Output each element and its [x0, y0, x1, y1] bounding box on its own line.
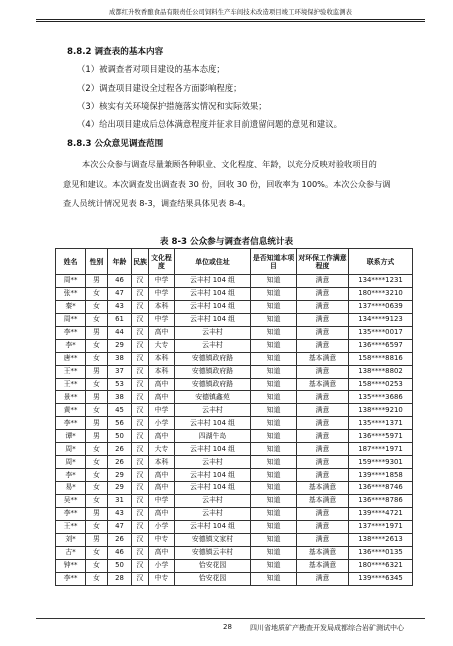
cell-age: 28: [108, 572, 132, 585]
cell-address: 云丰村 104 组: [175, 482, 251, 495]
cell-aware: 知道: [251, 443, 297, 456]
cell-ethnicity: 汉: [132, 300, 149, 313]
cell-contact: 136****6597: [349, 339, 413, 352]
cell-aware: 知道: [251, 417, 297, 430]
cell-aware: 知道: [251, 339, 297, 352]
table-row: [56, 469, 413, 482]
cell-satisfaction: 基本满意: [297, 378, 349, 391]
cell-contact: 135****0017: [349, 326, 413, 339]
table-row: [56, 391, 413, 404]
cell-address: 云丰村 104 组: [175, 300, 251, 313]
cell-satisfaction: 满意: [297, 417, 349, 430]
cell-ethnicity: 汉: [132, 378, 149, 391]
cell-gender: 女: [86, 300, 108, 313]
header-ethnicity: 民族: [132, 249, 149, 275]
cell-aware: 知道: [251, 365, 297, 378]
cell-satisfaction: 基本满意: [297, 352, 349, 365]
cell-ethnicity: 汉: [132, 533, 149, 546]
section-882-item: （4）给出项目建成后总体满意程度并征求目前遗留问题的意见和建议。: [77, 119, 342, 129]
cell-ethnicity: 汉: [132, 456, 149, 469]
cell-address: 云丰村: [175, 326, 251, 339]
header-aware: 是否知道本项目: [251, 249, 297, 275]
cell-aware: 知道: [251, 572, 297, 585]
cell-ethnicity: 汉: [132, 546, 149, 559]
cell-contact: 137****1971: [349, 520, 413, 533]
header-address: 单位或住址: [175, 249, 251, 275]
table-row: [56, 533, 413, 546]
cell-aware: 知道: [251, 430, 297, 443]
cell-aware: 知道: [251, 313, 297, 326]
cell-age: 29: [108, 469, 132, 482]
cell-satisfaction: 基本满意: [297, 494, 349, 507]
cell-education: 高中: [149, 507, 175, 520]
cell-satisfaction: 满意: [297, 469, 349, 482]
cell-gender: 女: [86, 494, 108, 507]
section-882-item: （2）调查项目建设全过程各方面影响程度；: [77, 83, 242, 93]
table-row: [56, 494, 413, 507]
cell-education: 大专: [149, 443, 175, 456]
cell-ethnicity: 汉: [132, 391, 149, 404]
cell-contact: 136****0135: [349, 546, 413, 559]
cell-age: 46: [108, 546, 132, 559]
table-row: [56, 559, 413, 572]
cell-aware: 知道: [251, 482, 297, 495]
table-row: [56, 352, 413, 365]
cell-gender: 女: [86, 313, 108, 326]
cell-age: 47: [108, 287, 132, 300]
table-row: [56, 417, 413, 430]
cell-aware: 知道: [251, 507, 297, 520]
cell-education: 高中: [149, 378, 175, 391]
cell-name: 黄**: [56, 404, 86, 417]
cell-gender: 女: [86, 559, 108, 572]
cell-education: 中学: [149, 494, 175, 507]
cell-age: 50: [108, 430, 132, 443]
cell-age: 50: [108, 559, 132, 572]
cell-gender: 男: [86, 391, 108, 404]
cell-satisfaction: 满意: [297, 365, 349, 378]
cell-address: 云丰村: [175, 339, 251, 352]
cell-address: 云丰村 104 组: [175, 417, 251, 430]
cell-contact: 180****6321: [349, 559, 413, 572]
table-row: [56, 456, 413, 469]
cell-education: 高中: [149, 326, 175, 339]
cell-age: 29: [108, 482, 132, 495]
cell-contact: 138****9210: [349, 404, 413, 417]
cell-ethnicity: 汉: [132, 404, 149, 417]
cell-ethnicity: 汉: [132, 443, 149, 456]
table-row: [56, 378, 413, 391]
cell-gender: 女: [86, 378, 108, 391]
cell-age: 44: [108, 326, 132, 339]
cell-satisfaction: 满意: [297, 572, 349, 585]
cell-address: 云丰村: [175, 456, 251, 469]
cell-ethnicity: 汉: [132, 430, 149, 443]
cell-age: 29: [108, 339, 132, 352]
cell-ethnicity: 汉: [132, 482, 149, 495]
cell-contact: 180****3210: [349, 287, 413, 300]
cell-satisfaction: 满意: [297, 300, 349, 313]
cell-ethnicity: 汉: [132, 469, 149, 482]
cell-satisfaction: 满意: [297, 507, 349, 520]
cell-gender: 女: [86, 456, 108, 469]
cell-address: 云丰村: [175, 404, 251, 417]
page-header-title: 成都红升牧香酿食品有限责任公司饲料生产车间技术改造项目竣工环境保护验收监测表: [108, 9, 353, 16]
cell-gender: 女: [86, 482, 108, 495]
cell-satisfaction: 基本满意: [297, 546, 349, 559]
cell-contact: 158****8816: [349, 352, 413, 365]
table-row: [56, 365, 413, 378]
section-882-heading: 8.8.2 调查表的基本内容: [67, 47, 164, 57]
table-row: [56, 443, 413, 456]
cell-name: 李**: [56, 326, 86, 339]
cell-contact: 138****2613: [349, 533, 413, 546]
cell-name: 唐**: [56, 352, 86, 365]
table-row: [56, 507, 413, 520]
section-882-item: （1）被调查者对项目建设的基本态度；: [77, 64, 225, 74]
cell-aware: 知道: [251, 456, 297, 469]
section-883-paragraph-line: 本次公众参与调查尽量兼顾各种职业、文化程度、年龄，以充分反映对验收项目的: [82, 159, 377, 169]
cell-name: 张**: [56, 287, 86, 300]
cell-name: 周**: [56, 275, 86, 288]
cell-education: 中专: [149, 572, 175, 585]
table-body: [56, 275, 413, 586]
cell-satisfaction: 满意: [297, 313, 349, 326]
cell-satisfaction: 满意: [297, 520, 349, 533]
cell-ethnicity: 汉: [132, 494, 149, 507]
cell-address: 恰安花园: [175, 559, 251, 572]
cell-satisfaction: 满意: [297, 326, 349, 339]
cell-name: 易*: [56, 482, 86, 495]
cell-gender: 女: [86, 287, 108, 300]
cell-contact: 139****1858: [349, 469, 413, 482]
header-gender: 性别: [86, 249, 108, 275]
table-row: [56, 482, 413, 495]
cell-ethnicity: 汉: [132, 313, 149, 326]
cell-satisfaction: 满意: [297, 339, 349, 352]
cell-satisfaction: 满意: [297, 533, 349, 546]
cell-education: 小学: [149, 417, 175, 430]
cell-gender: 男: [86, 326, 108, 339]
cell-address: 恰安花园: [175, 572, 251, 585]
footer-rule: [36, 618, 425, 619]
table-row: [56, 339, 413, 352]
cell-gender: 女: [86, 469, 108, 482]
cell-ethnicity: 汉: [132, 417, 149, 430]
cell-gender: 女: [86, 443, 108, 456]
section-882-item: （3）核实有关环境保护措施落实情况和实际效果；: [77, 101, 267, 111]
cell-aware: 知道: [251, 494, 297, 507]
table-row: [56, 287, 413, 300]
cell-satisfaction: 满意: [297, 275, 349, 288]
cell-name: 李*: [56, 469, 86, 482]
cell-satisfaction: 满意: [297, 456, 349, 469]
cell-name: 李**: [56, 507, 86, 520]
cell-satisfaction: 基本满意: [297, 482, 349, 495]
cell-age: 38: [108, 352, 132, 365]
cell-age: 43: [108, 300, 132, 313]
cell-contact: 158****0253: [349, 378, 413, 391]
cell-aware: 知道: [251, 300, 297, 313]
cell-address: 安德镇文家村: [175, 533, 251, 546]
cell-education: 大专: [149, 339, 175, 352]
cell-name: 李**: [56, 417, 86, 430]
cell-name: 王**: [56, 378, 86, 391]
cell-address: 安德镇鑫苑: [175, 391, 251, 404]
section-883-heading: 8.8.3 公众意见调查范围: [67, 139, 164, 149]
cell-gender: 男: [86, 533, 108, 546]
section-883-paragraph-line: 意见和建议。本次调查发出调查表 30 份，回收 30 份，回收率为 100%。本次公众参与调: [63, 179, 391, 189]
cell-contact: 138****8802: [349, 365, 413, 378]
cell-age: 43: [108, 507, 132, 520]
cell-address: 安德镇政府路: [175, 352, 251, 365]
cell-name: 李**: [56, 572, 86, 585]
cell-contact: 139****6345: [349, 572, 413, 585]
table-row: [56, 572, 413, 585]
cell-gender: 女: [86, 404, 108, 417]
table-row: [56, 520, 413, 533]
section-883-paragraph-line: 查人员统计情况见表 8-3，调查结果具体见表 8-4。: [63, 198, 251, 208]
cell-age: 38: [108, 391, 132, 404]
header-rule-thin: [36, 21, 425, 22]
table-row: [56, 300, 413, 313]
cell-aware: 知道: [251, 404, 297, 417]
cell-contact: 136****8746: [349, 482, 413, 495]
cell-aware: 知道: [251, 352, 297, 365]
footer-organization: 四川省地质矿产勘查开发局成都综合岩矿测试中心: [250, 624, 404, 632]
cell-address: 安德镇云丰村: [175, 546, 251, 559]
cell-name: 王**: [56, 365, 86, 378]
cell-satisfaction: 满意: [297, 391, 349, 404]
cell-name: 景**: [56, 391, 86, 404]
cell-address: 云丰村 104 组: [175, 443, 251, 456]
cell-aware: 知道: [251, 275, 297, 288]
cell-ethnicity: 汉: [132, 507, 149, 520]
cell-contact: 187****1971: [349, 443, 413, 456]
cell-contact: 159****9301: [349, 456, 413, 469]
table-row: [56, 313, 413, 326]
cell-address: 安德镇政府路: [175, 378, 251, 391]
cell-education: 中学: [149, 313, 175, 326]
cell-address: 云丰村 104 组: [175, 287, 251, 300]
cell-address: 云丰村: [175, 507, 251, 520]
cell-ethnicity: 汉: [132, 352, 149, 365]
cell-name: 钟**: [56, 559, 86, 572]
cell-contact: 135****1371: [349, 417, 413, 430]
table-row: [56, 430, 413, 443]
cell-gender: 男: [86, 275, 108, 288]
cell-ethnicity: 汉: [132, 326, 149, 339]
table-caption: 表 8-3 公众参与调查者信息统计表: [159, 237, 294, 247]
cell-gender: 女: [86, 339, 108, 352]
cell-age: 61: [108, 313, 132, 326]
cell-age: 26: [108, 456, 132, 469]
table-row: [56, 326, 413, 339]
cell-education: 高中: [149, 469, 175, 482]
cell-aware: 知道: [251, 559, 297, 572]
cell-aware: 知道: [251, 520, 297, 533]
cell-satisfaction: 满意: [297, 443, 349, 456]
cell-age: 46: [108, 275, 132, 288]
cell-address: 云丰村 104 组: [175, 275, 251, 288]
cell-aware: 知道: [251, 546, 297, 559]
cell-contact: 136****5971: [349, 430, 413, 443]
cell-contact: 134****9123: [349, 313, 413, 326]
cell-age: 26: [108, 443, 132, 456]
cell-age: 31: [108, 494, 132, 507]
table-row: [56, 275, 413, 288]
header-education: 文化程度: [149, 249, 175, 275]
header-age: 年龄: [108, 249, 132, 275]
cell-address: 云丰村: [175, 494, 251, 507]
table-row: [56, 404, 413, 417]
cell-address: 云丰村 104 组: [175, 520, 251, 533]
cell-education: 高中: [149, 546, 175, 559]
cell-education: 高中: [149, 430, 175, 443]
cell-name: 李*: [56, 339, 86, 352]
cell-ethnicity: 汉: [132, 520, 149, 533]
cell-name: 王**: [56, 520, 86, 533]
cell-education: 小学: [149, 559, 175, 572]
cell-gender: 女: [86, 572, 108, 585]
cell-name: 吴**: [56, 494, 86, 507]
cell-age: 56: [108, 417, 132, 430]
cell-age: 47: [108, 520, 132, 533]
cell-contact: 134****1231: [349, 275, 413, 288]
cell-gender: 女: [86, 520, 108, 533]
cell-name: 周**: [56, 313, 86, 326]
cell-name: 刘*: [56, 533, 86, 546]
cell-ethnicity: 汉: [132, 572, 149, 585]
cell-name: 周*: [56, 456, 86, 469]
cell-education: 中学: [149, 275, 175, 288]
header-name: 姓名: [56, 249, 86, 275]
cell-contact: 135****3686: [349, 391, 413, 404]
cell-satisfaction: 满意: [297, 404, 349, 417]
cell-age: 26: [108, 533, 132, 546]
cell-gender: 男: [86, 365, 108, 378]
cell-ethnicity: 汉: [132, 365, 149, 378]
cell-ethnicity: 汉: [132, 339, 149, 352]
cell-aware: 知道: [251, 326, 297, 339]
table-row: [56, 546, 413, 559]
cell-education: 中学: [149, 404, 175, 417]
cell-age: 45: [108, 404, 132, 417]
table-header-row: [56, 249, 413, 275]
cell-gender: 男: [86, 507, 108, 520]
cell-education: 中专: [149, 533, 175, 546]
participant-info-table: [55, 248, 413, 586]
cell-satisfaction: 满意: [297, 430, 349, 443]
cell-education: 高中: [149, 482, 175, 495]
header-satisfaction: 对环保工作满意程度: [297, 249, 349, 275]
cell-address: 云丰村 104 组: [175, 313, 251, 326]
header-contact: 联系方式: [349, 249, 413, 275]
cell-address: 云丰村 104 组: [175, 469, 251, 482]
cell-aware: 知道: [251, 287, 297, 300]
cell-aware: 知道: [251, 378, 297, 391]
page-number: 28: [223, 623, 232, 631]
cell-education: 高中: [149, 391, 175, 404]
cell-gender: 男: [86, 417, 108, 430]
cell-education: 本科: [149, 456, 175, 469]
cell-education: 小学: [149, 520, 175, 533]
header-rule: [36, 19, 425, 20]
cell-education: 本科: [149, 365, 175, 378]
cell-education: 本科: [149, 300, 175, 313]
cell-aware: 知道: [251, 391, 297, 404]
cell-aware: 知道: [251, 533, 297, 546]
cell-gender: 女: [86, 352, 108, 365]
cell-name: 古*: [56, 546, 86, 559]
cell-gender: 女: [86, 546, 108, 559]
cell-education: 本科: [149, 352, 175, 365]
cell-age: 53: [108, 378, 132, 391]
cell-aware: 知道: [251, 469, 297, 482]
cell-satisfaction: 满意: [297, 287, 349, 300]
cell-name: 谭*: [56, 430, 86, 443]
cell-name: 周*: [56, 443, 86, 456]
cell-ethnicity: 汉: [132, 559, 149, 572]
cell-satisfaction: 基本满意: [297, 559, 349, 572]
cell-contact: 139****4721: [349, 507, 413, 520]
cell-ethnicity: 汉: [132, 275, 149, 288]
cell-contact: 137****0639: [349, 300, 413, 313]
cell-contact: 136****8786: [349, 494, 413, 507]
cell-education: 中学: [149, 287, 175, 300]
cell-address: 安德镇政府路: [175, 365, 251, 378]
cell-gender: 男: [86, 430, 108, 443]
cell-ethnicity: 汉: [132, 287, 149, 300]
cell-address: 四湖牛岛: [175, 430, 251, 443]
cell-name: 秦*: [56, 300, 86, 313]
cell-age: 37: [108, 365, 132, 378]
